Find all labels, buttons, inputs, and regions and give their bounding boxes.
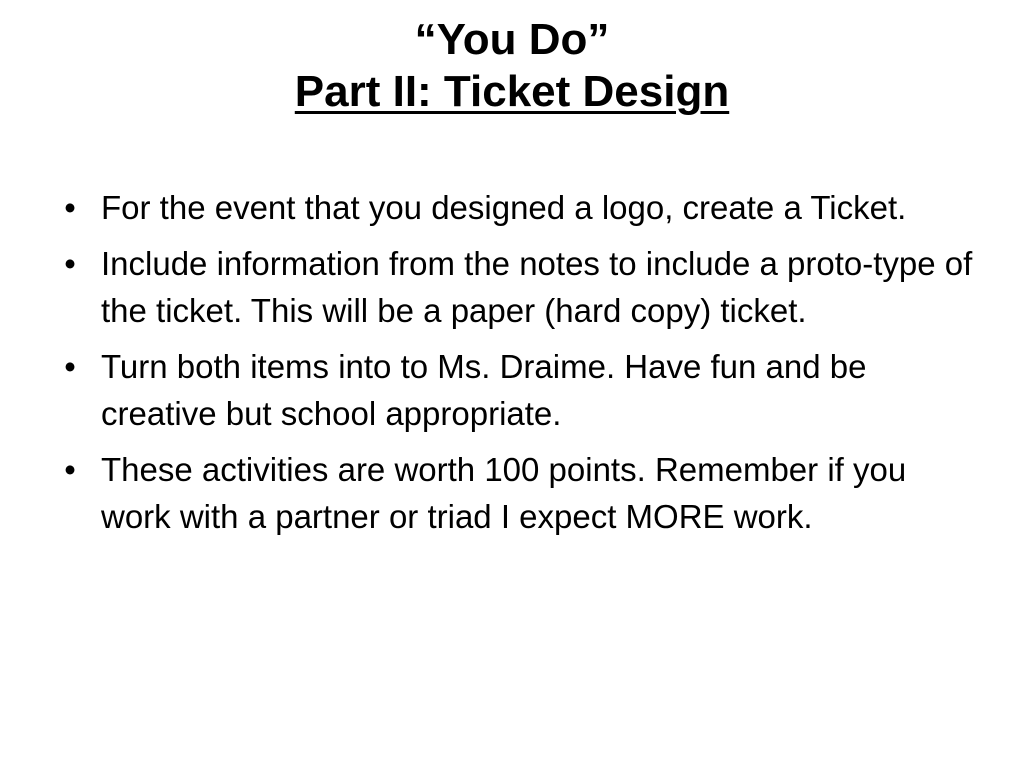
bullet-text: Include information from the notes to include a proto-type of the ticket. This will be a paper (hard copy) ticket.	[101, 245, 973, 329]
bullet-text: Turn both items into to Ms. Draime. Have fun and be creative but school appropriate.	[101, 348, 867, 432]
bullet-icon: •	[64, 245, 76, 282]
bullet-item	[58, 446, 978, 540]
bullet-item	[58, 240, 978, 334]
slide-title-block	[0, 14, 1024, 118]
bullet-text: These activities are worth 100 points. Remember if you work with a partner or triad I expect MORE work.	[101, 451, 907, 535]
slide-subtitle-text: Part II: Ticket Design	[294, 67, 730, 116]
bullet-text: For the event that you designed a logo, create a Ticket.	[101, 189, 907, 226]
bullet-icon: •	[64, 348, 76, 385]
slide-title: “You Do”	[414, 15, 610, 64]
bullet-item	[58, 343, 978, 437]
bullet-icon: •	[64, 189, 76, 226]
slide-subtitle	[0, 66, 1024, 118]
bullet-icon: •	[64, 451, 76, 488]
bullet-item	[58, 184, 978, 231]
bullet-list	[58, 184, 978, 549]
